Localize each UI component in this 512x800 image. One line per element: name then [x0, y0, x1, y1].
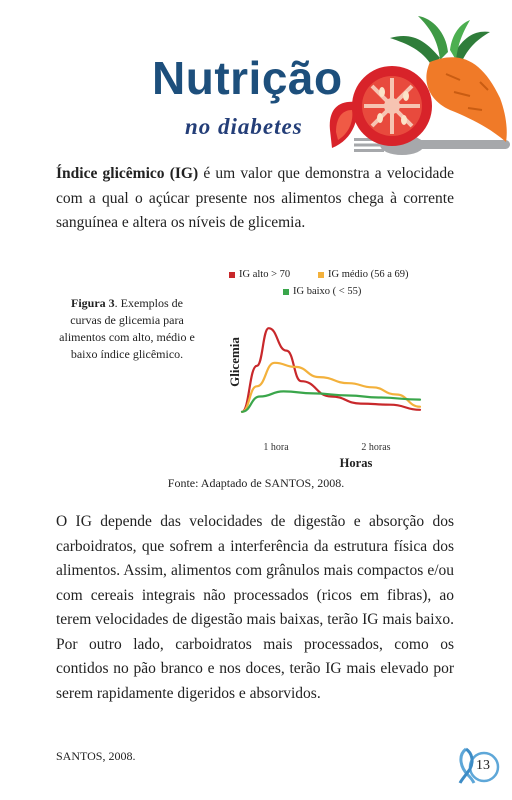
legend-item-high	[229, 269, 290, 280]
page-title: Nutrição	[152, 52, 343, 104]
y-axis-label: Glicemia	[227, 337, 242, 387]
legend-swatch-high	[229, 272, 235, 278]
intro-term: Índice glicêmico (IG)	[56, 165, 199, 182]
footer-reference: SANTOS, 2008.	[56, 749, 136, 763]
glycemia-chart	[224, 310, 424, 470]
figure-label: Figura 3	[71, 296, 115, 310]
tomato-icon	[352, 66, 432, 146]
x-tick-2: 2 horas	[361, 442, 391, 453]
legend-item-low	[283, 286, 361, 297]
body-paragraph: O IG depende das velocidades de digestão e absorção dos carboidratos, que sofrem a interferência da estrutura física dos alimentos. Assim, alimentos com grânulos mais compactos e/ou com cereais integrais não processados (ricos em fibras), ao terem velocidades de digestão mais baixas, terão IG mais baixo. Por outro lado, carboidratos mais processados, como os contidos no pão branco e nos doces, terão IG mais elevado por serem rapidamente digeridos e absorvidos.	[56, 513, 454, 702]
intro-paragraph	[56, 162, 454, 236]
legend-label-low: IG baixo ( < 55)	[293, 286, 362, 297]
legend-swatch-medium	[318, 272, 324, 278]
page-subtitle: no diabetes	[185, 114, 303, 139]
legend-label-high: IG alto > 70	[239, 269, 291, 280]
x-tick-1: 1 hora	[263, 442, 289, 453]
figure-caption	[56, 295, 198, 363]
figure-caption-text: . Exemplos de curvas de glicemia para alimentos com alto, médio e baixo índice glicêmico.	[59, 296, 195, 361]
legend-item-medium	[318, 269, 408, 280]
figure-source: Fonte: Adaptado de SANTOS, 2008.	[167, 476, 345, 490]
carrot-icon	[426, 57, 506, 142]
carrot-leaves-icon	[390, 16, 490, 66]
legend-label-medium: IG médio (56 a 69)	[328, 269, 409, 280]
x-axis-label: Horas	[339, 456, 373, 470]
legend-swatch-low	[283, 289, 289, 295]
page-number: 13	[476, 758, 490, 773]
vegetables-illustration	[320, 10, 512, 170]
tomato-slice-icon	[330, 102, 357, 148]
intro-text: é um valor que demonstra a velocidade com a qual o açúcar presente nos alimentos chega à corrente sanguínea e altera os níveis de glicemia.	[56, 165, 454, 231]
